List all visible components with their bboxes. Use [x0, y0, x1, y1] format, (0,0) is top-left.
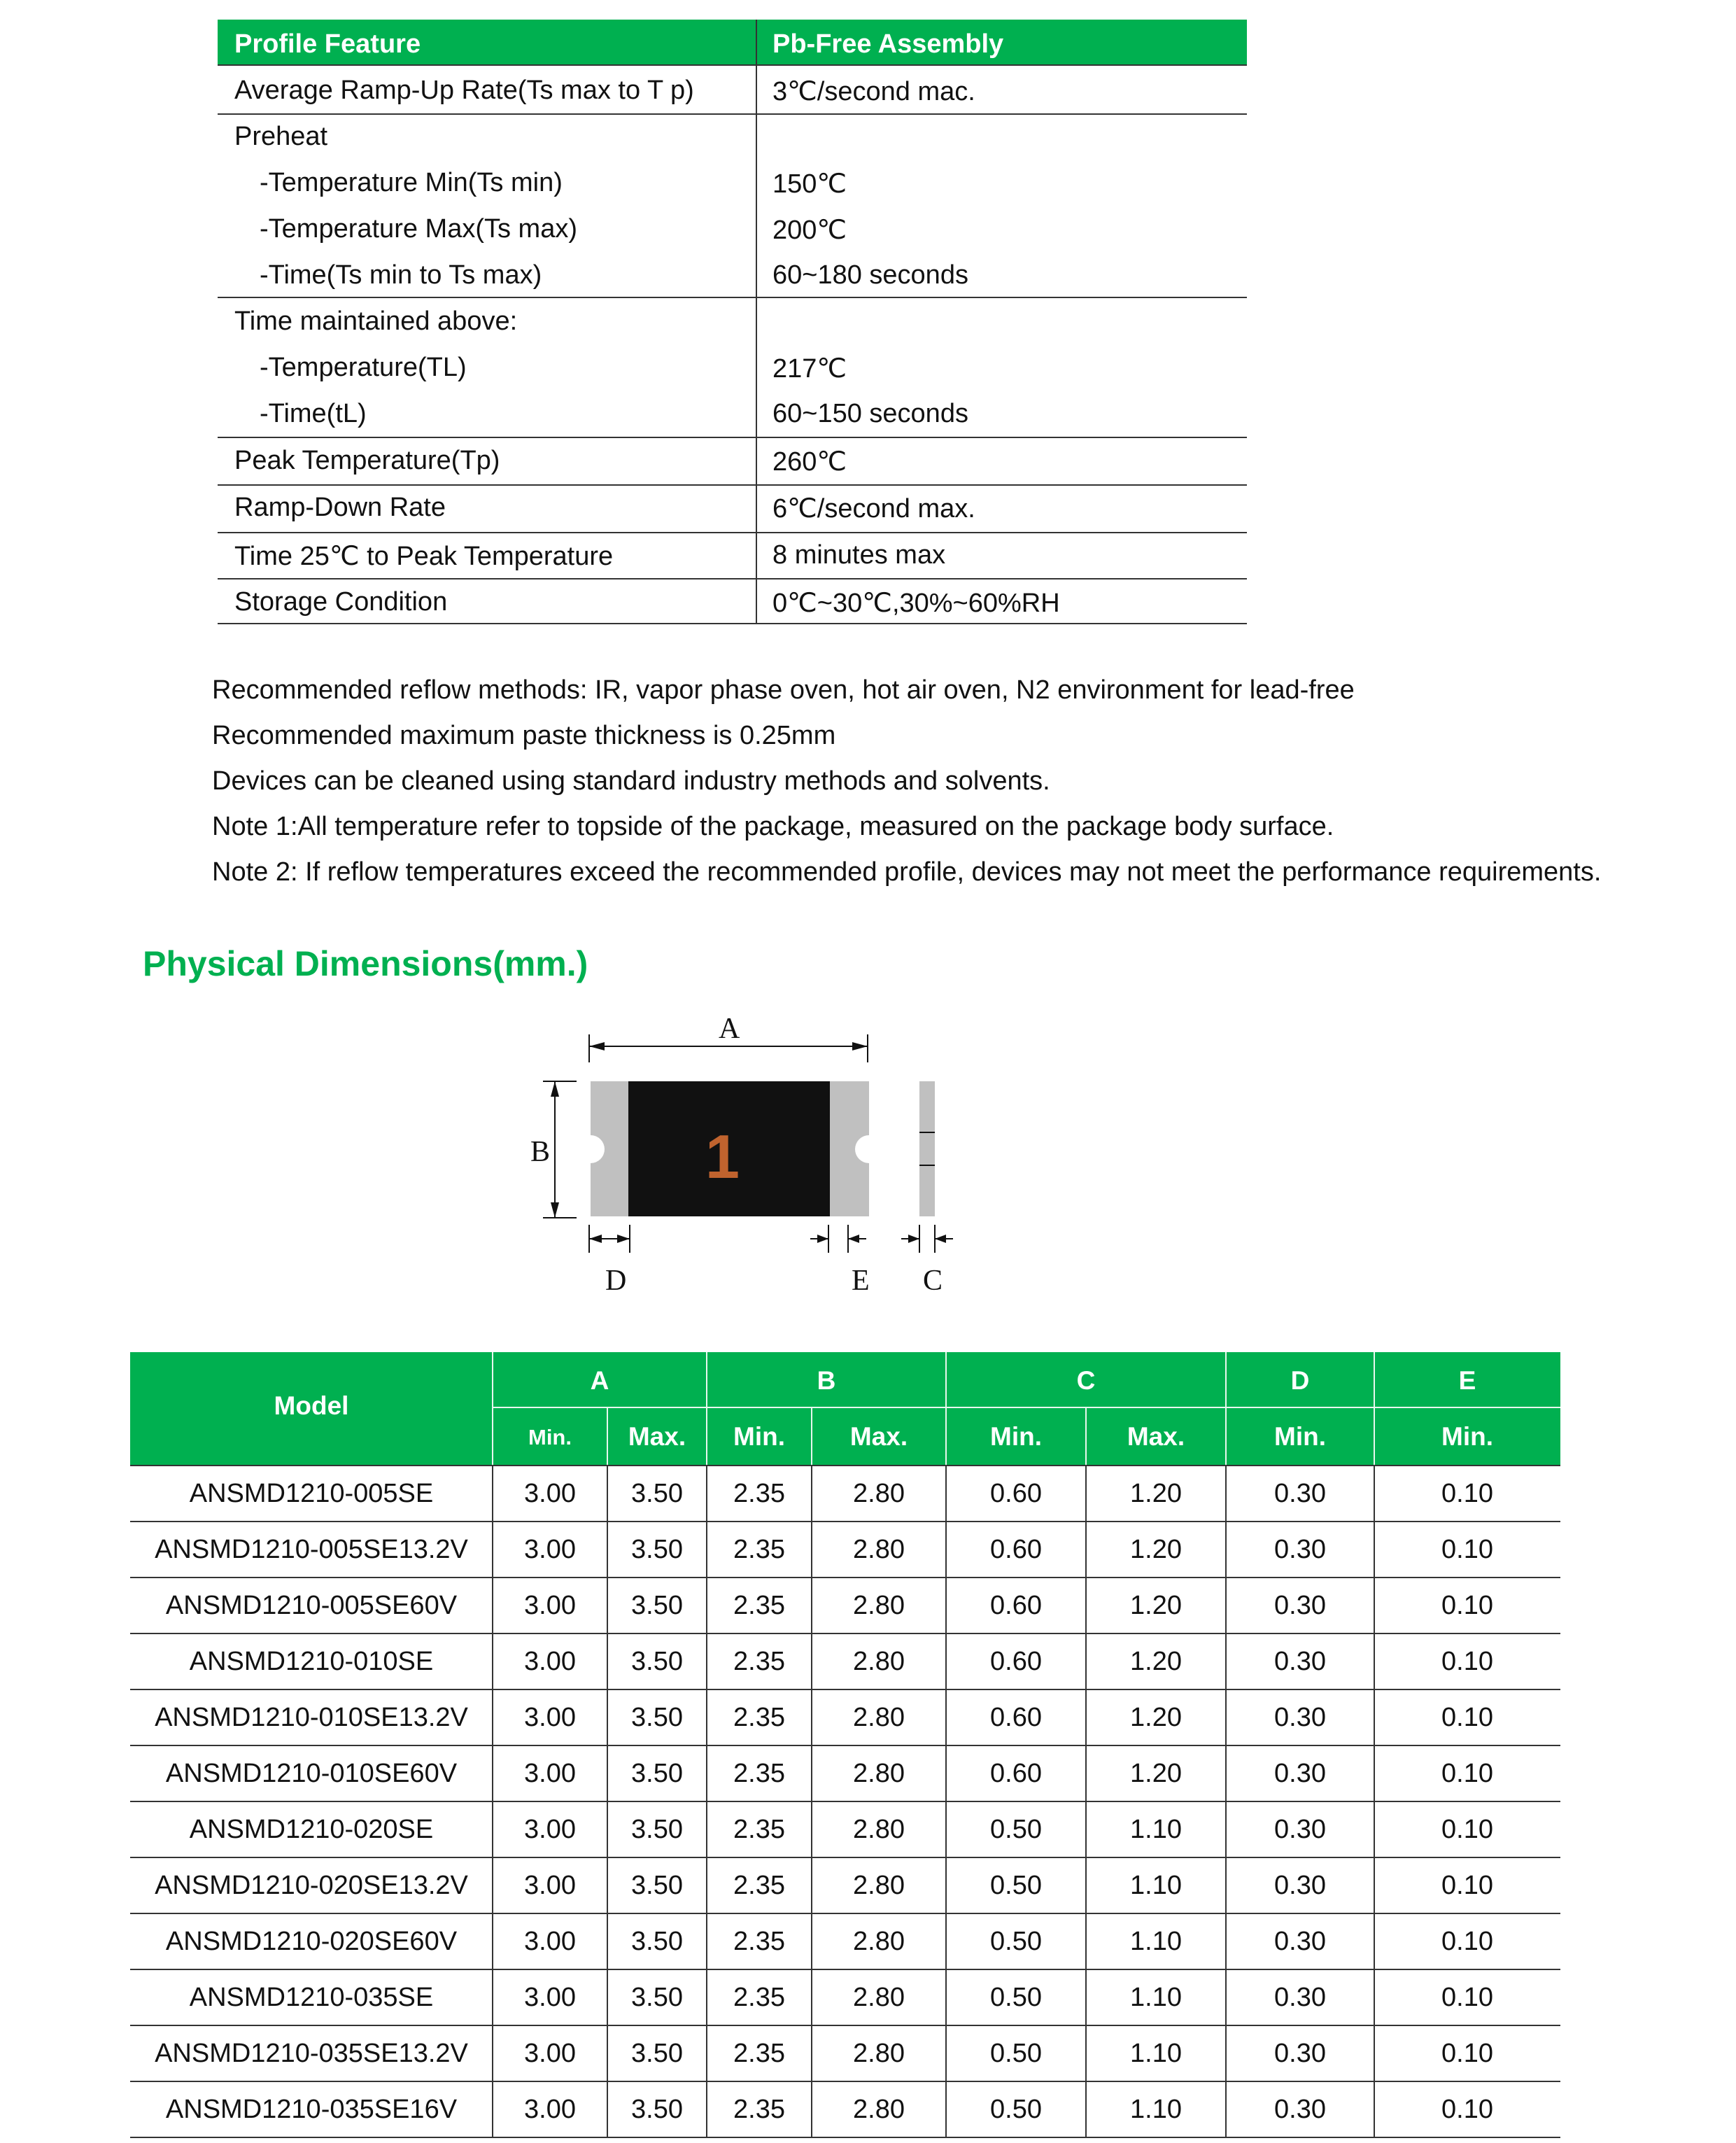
value-cell: 3.00: [524, 1535, 576, 1564]
note-2: Note 2: If reflow temperatures exceed the recommended profile, devices may not meet the performance requirements.: [212, 857, 1602, 887]
value-cell: 0.10: [1441, 2039, 1493, 2068]
row-rule: [218, 437, 1247, 438]
value-cell: 0.50: [990, 2039, 1042, 2068]
label-a: A: [719, 1013, 740, 1045]
value-cell: 2.35: [733, 2095, 785, 2124]
value-cell: 1.20: [1130, 1703, 1182, 1732]
value-cell: 1.10: [1130, 2039, 1182, 2068]
model-cell: ANSMD1210-010SE: [189, 1647, 434, 1676]
dimensions-table: [130, 1352, 1560, 2143]
value-cell: 2.35: [733, 1759, 785, 1788]
model-cell: ANSMD1210-020SE60V: [165, 1927, 458, 1956]
value-cell: 3.50: [631, 1871, 683, 1900]
model-cell: ANSMD1210-020SE13.2V: [155, 1871, 468, 1900]
header-group-e: E: [1458, 1366, 1476, 1395]
header-pb-free-assembly: Pb-Free Assembly: [772, 29, 1004, 59]
value-cell: 0.60: [990, 1703, 1042, 1732]
value-cell: 3.00: [524, 1871, 576, 1900]
feature-time-ts: -Time(Ts min to Ts max): [260, 260, 542, 290]
value-cell: 0.60: [990, 1759, 1042, 1788]
value-cell: 2.35: [733, 1871, 785, 1900]
value-cell: 0.60: [990, 1591, 1042, 1620]
value-storage: 0℃~30℃,30%~60%RH: [772, 589, 1060, 618]
profile-table-header: [218, 20, 1247, 66]
row-rule: [218, 484, 1247, 486]
value-cell: 0.10: [1441, 1535, 1493, 1564]
value-cell: 3.00: [524, 1479, 576, 1508]
value-cell: 2.80: [853, 1591, 905, 1620]
value-cell: 1.20: [1130, 1479, 1182, 1508]
value-cell: 0.10: [1441, 1647, 1493, 1676]
model-cell: ANSMD1210-005SE13.2V: [155, 1535, 468, 1564]
feature-temp-min: -Temperature Min(Ts min): [260, 168, 563, 197]
note-cleaning: Devices can be cleaned using standard industry methods and solvents.: [212, 766, 1050, 796]
value-cell: 2.80: [853, 1703, 905, 1732]
value-cell: 0.30: [1274, 1815, 1326, 1844]
value-cell: 3.00: [524, 2095, 576, 2124]
feature-time-to-peak: Time 25℃ to Peak Temperature: [234, 542, 614, 571]
value-cell: 2.80: [853, 1647, 905, 1676]
value-cell: 1.20: [1130, 1647, 1182, 1676]
value-cell: 0.30: [1274, 1479, 1326, 1508]
value-cell: 1.10: [1130, 1815, 1182, 1844]
value-time-ts: 60~180 seconds: [772, 260, 968, 290]
row-rule: [218, 297, 1247, 298]
value-cell: 0.10: [1441, 1871, 1493, 1900]
value-avg-ramp-up: 3℃/second mac.: [772, 77, 975, 106]
sub-e-min: Min.: [1441, 1422, 1493, 1451]
model-cell: ANSMD1210-035SE: [189, 1983, 434, 2012]
value-cell: 2.80: [853, 2095, 905, 2124]
label-d: D: [605, 1265, 627, 1297]
value-cell: 0.10: [1441, 1983, 1493, 2012]
header-group-c: C: [1076, 1366, 1096, 1395]
model-cell: ANSMD1210-020SE: [189, 1815, 434, 1844]
marking-text: 1: [705, 1122, 740, 1191]
value-cell: 0.30: [1274, 2039, 1326, 2068]
value-cell: 3.00: [524, 1759, 576, 1788]
value-cell: 2.80: [853, 1479, 905, 1508]
value-cell: 2.80: [853, 1759, 905, 1788]
value-cell: 2.80: [853, 1535, 905, 1564]
row-rule: [218, 623, 1247, 624]
value-cell: 0.30: [1274, 1591, 1326, 1620]
value-cell: 2.80: [853, 2039, 905, 2068]
value-cell: 0.10: [1441, 1927, 1493, 1956]
value-cell: 0.30: [1274, 1871, 1326, 1900]
model-cell: ANSMD1210-005SE60V: [165, 1591, 458, 1620]
value-cell: 1.10: [1130, 1983, 1182, 2012]
model-cell: ANSMD1210-010SE13.2V: [155, 1703, 468, 1732]
feature-preheat: Preheat: [234, 122, 328, 151]
value-cell: 1.20: [1130, 1759, 1182, 1788]
value-cell: 3.50: [631, 1703, 683, 1732]
value-cell: 1.20: [1130, 1591, 1182, 1620]
value-cell: 3.50: [631, 1927, 683, 1956]
value-cell: 3.50: [631, 1535, 683, 1564]
value-cell: 0.50: [990, 2095, 1042, 2124]
value-cell: 2.80: [853, 1927, 905, 1956]
value-cell: 2.35: [733, 1535, 785, 1564]
value-peak-temp: 260℃: [772, 447, 847, 477]
value-cell: 3.00: [524, 2039, 576, 2068]
note-reflow-methods: Recommended reflow methods: IR, vapor phase oven, hot air oven, N2 environment for lead-free: [212, 675, 1355, 705]
sub-b-max: Max.: [849, 1422, 908, 1451]
value-cell: 3.00: [524, 1703, 576, 1732]
value-cell: 2.35: [733, 1591, 785, 1620]
model-cell: ANSMD1210-010SE60V: [165, 1759, 458, 1788]
value-cell: 1.10: [1130, 2095, 1182, 2124]
sub-c-max: Max.: [1127, 1422, 1185, 1451]
value-cell: 3.00: [524, 1591, 576, 1620]
feature-time-maintained: Time maintained above:: [234, 307, 518, 336]
row-rule: [218, 532, 1247, 533]
value-cell: 3.50: [631, 1815, 683, 1844]
value-cell: 2.35: [733, 1703, 785, 1732]
value-cell: 0.30: [1274, 1647, 1326, 1676]
value-cell: 2.80: [853, 1871, 905, 1900]
value-cell: 3.50: [631, 1759, 683, 1788]
row-rule: [218, 113, 1247, 115]
header-profile-feature: Profile Feature: [234, 29, 421, 59]
component-drawing: [518, 1015, 980, 1316]
feature-temp-tl: -Temperature(TL): [260, 353, 467, 382]
value-cell: 0.10: [1441, 1759, 1493, 1788]
sub-a-max: Max.: [628, 1422, 686, 1451]
value-cell: 0.30: [1274, 1703, 1326, 1732]
feature-time-tl: -Time(tL): [260, 399, 367, 428]
value-cell: 3.00: [524, 1815, 576, 1844]
value-cell: 1.10: [1130, 1871, 1182, 1900]
value-temp-max: 200℃: [772, 216, 847, 245]
header-group-d: D: [1290, 1366, 1310, 1395]
model-cell: ANSMD1210-035SE13.2V: [155, 2039, 468, 2068]
value-temp-tl: 217℃: [772, 354, 847, 384]
value-time-tl: 60~150 seconds: [772, 399, 968, 428]
value-cell: 1.10: [1130, 1927, 1182, 1956]
value-cell: 0.10: [1441, 2095, 1493, 2124]
value-cell: 2.35: [733, 1927, 785, 1956]
value-cell: 3.50: [631, 1591, 683, 1620]
value-cell: 2.80: [853, 1983, 905, 2012]
value-cell: 3.50: [631, 1479, 683, 1508]
model-cell: ANSMD1210-005SE: [189, 1479, 434, 1508]
row-rule: [218, 578, 1247, 579]
label-c: C: [923, 1265, 943, 1297]
row-rule: [218, 64, 1247, 66]
value-cell: 0.50: [990, 1927, 1042, 1956]
value-cell: 3.00: [524, 1927, 576, 1956]
value-cell: 0.60: [990, 1647, 1042, 1676]
value-cell: 0.50: [990, 1983, 1042, 2012]
value-cell: 2.80: [853, 1815, 905, 1844]
value-cell: 0.10: [1441, 1591, 1493, 1620]
value-temp-min: 150℃: [772, 169, 847, 199]
value-cell: 3.50: [631, 1647, 683, 1676]
value-cell: 0.30: [1274, 1927, 1326, 1956]
value-cell: 0.10: [1441, 1479, 1493, 1508]
value-cell: 3.00: [524, 1647, 576, 1676]
sub-c-min: Min.: [990, 1422, 1042, 1451]
sub-a-min: Min.: [528, 1425, 572, 1449]
header-group-b: B: [817, 1366, 836, 1395]
note-paste-thickness: Recommended maximum paste thickness is 0.25mm: [212, 721, 836, 750]
value-cell: 0.10: [1441, 1815, 1493, 1844]
value-time-to-peak: 8 minutes max: [772, 540, 946, 570]
feature-avg-ramp-up: Average Ramp-Up Rate(Ts max to T p): [234, 76, 694, 105]
note-1: Note 1:All temperature refer to topside of the package, measured on the package body surface.: [212, 812, 1334, 841]
value-cell: 2.35: [733, 2039, 785, 2068]
feature-storage: Storage Condition: [234, 587, 448, 617]
component-diagram: [518, 1015, 980, 1316]
value-cell: 3.50: [631, 2039, 683, 2068]
value-cell: 0.30: [1274, 1535, 1326, 1564]
value-cell: 1.20: [1130, 1535, 1182, 1564]
label-e: E: [852, 1265, 870, 1297]
value-cell: 3.50: [631, 2095, 683, 2124]
model-cell: ANSMD1210-035SE16V: [165, 2095, 458, 2124]
value-cell: 0.30: [1274, 2095, 1326, 2124]
value-cell: 3.00: [524, 1983, 576, 2012]
value-cell: 3.50: [631, 1983, 683, 2012]
value-cell: 0.50: [990, 1871, 1042, 1900]
value-cell: 0.30: [1274, 1759, 1326, 1788]
feature-temp-max: -Temperature Max(Ts max): [260, 214, 577, 244]
section-title: Physical Dimensions(mm.): [143, 944, 588, 983]
sub-d-min: Min.: [1274, 1422, 1326, 1451]
value-cell: 2.35: [733, 1647, 785, 1676]
header-group-a: A: [590, 1366, 609, 1395]
value-cell: 2.35: [733, 1815, 785, 1844]
value-cell: 0.30: [1274, 1983, 1326, 2012]
dims-table-body: [130, 1352, 1560, 2143]
sub-b-min: Min.: [733, 1422, 785, 1451]
side-view: [919, 1081, 935, 1216]
value-cell: 0.10: [1441, 1703, 1493, 1732]
value-cell: 0.50: [990, 1815, 1042, 1844]
value-cell: 0.60: [990, 1479, 1042, 1508]
label-b: B: [530, 1136, 551, 1168]
feature-peak-temp: Peak Temperature(Tp): [234, 446, 500, 475]
value-cell: 2.35: [733, 1983, 785, 2012]
value-cell: 0.60: [990, 1535, 1042, 1564]
header-model: Model: [274, 1391, 349, 1420]
feature-ramp-down: Ramp-Down Rate: [234, 493, 446, 522]
value-ramp-down: 6℃/second max.: [772, 494, 975, 524]
value-cell: 2.35: [733, 1479, 785, 1508]
